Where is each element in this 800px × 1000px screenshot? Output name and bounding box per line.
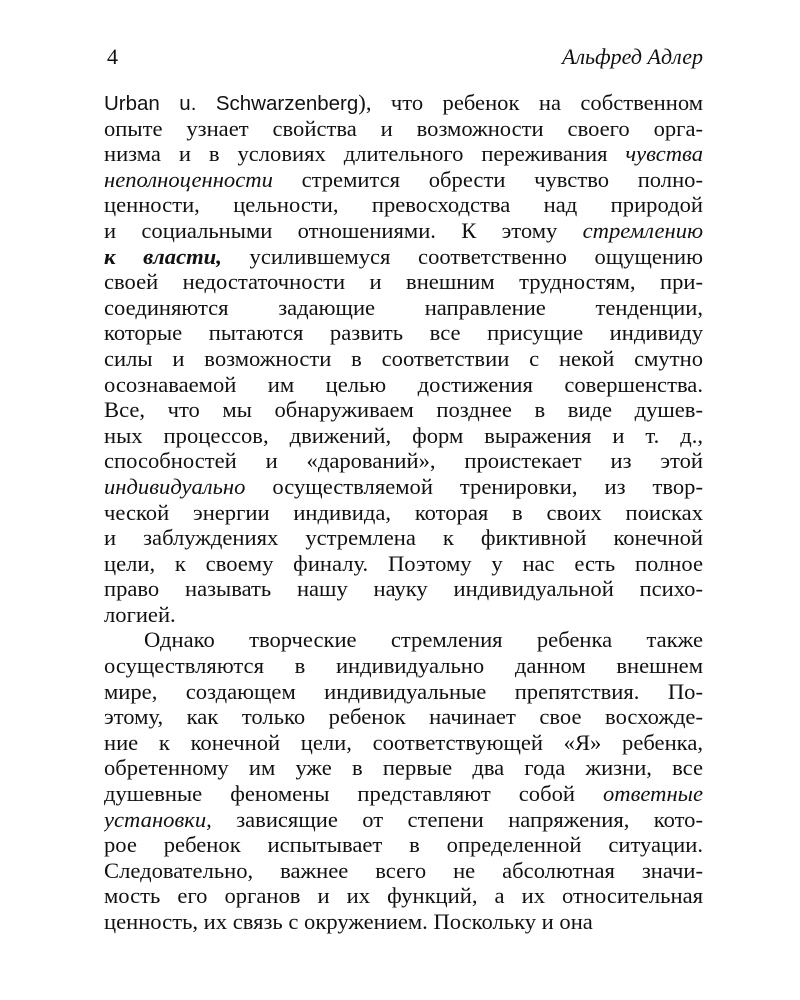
emphasis-text: установки,	[104, 806, 212, 832]
emphasis-text: стремлению	[582, 217, 703, 243]
text-line	[104, 653, 703, 679]
emphasis-text: ответные	[602, 781, 703, 807]
text-run: цели, к своему финалу. Поэтому у нас есть полное	[104, 550, 703, 576]
text-line	[104, 474, 703, 500]
text-line	[104, 730, 703, 756]
text-run: и социальными отношениями. К этому	[104, 217, 583, 243]
text-line	[104, 500, 703, 526]
text-run: ), что ребенок на собственном	[358, 90, 703, 115]
text-run: и заблуждениях устремлена к фиктивной конечной	[104, 525, 703, 551]
text-line	[104, 141, 703, 167]
text-run: способностей и «дарований», проистекает из этой	[104, 448, 703, 474]
text-run: своей недостаточности и внешним трудностям, при-	[104, 269, 703, 295]
text-run: Urban u. Schwarzenberg	[104, 92, 359, 115]
text-run: рое ребенок испытывает в определенной ситуации.	[104, 832, 703, 858]
text-run: логией.	[104, 601, 176, 627]
text-line	[104, 525, 703, 551]
text-line	[104, 192, 703, 218]
text-run: осознаваемой им целью достижения совершенства.	[104, 371, 703, 397]
text-line	[104, 704, 703, 730]
text-run: Однако творческие стремления ребенка также	[144, 627, 703, 653]
text-line	[104, 269, 703, 295]
page-header	[107, 44, 703, 70]
text-run: право называть нашу науку индивидуальной психо-	[104, 576, 703, 602]
text-line	[104, 858, 703, 884]
text-line	[104, 909, 703, 935]
text-run: ценность, их связь с окружением. Поскольку и она	[104, 909, 593, 934]
emphasis-text: неполноценности	[104, 166, 273, 192]
text-line	[104, 397, 703, 423]
text-run: силы и возможности в соответствии с некой смутно	[104, 345, 703, 371]
text-run: ных процессов, движений, форм выражения и т. д.,	[104, 422, 703, 448]
text-line	[104, 602, 703, 628]
text-run: обретенному им уже в первые два года жизни, все	[104, 755, 703, 781]
text-run: стремится обрести чувство полно-	[272, 166, 703, 192]
text-run: душевные феномены представляют собой	[104, 781, 603, 807]
text-line	[104, 320, 703, 346]
page-number: 4	[107, 44, 118, 69]
text-line	[104, 295, 703, 321]
text-line	[104, 346, 703, 372]
text-run: мире, создающем индивидуальные препятствия. По-	[104, 678, 703, 704]
body-text	[104, 90, 703, 935]
text-run: этому, как только ребенок начинает свое восхожде-	[104, 704, 703, 730]
emphasis-text: индивидуально	[104, 473, 246, 499]
text-run: Все, что мы обнаруживаем позднее в виде душев-	[104, 397, 703, 423]
text-line	[104, 90, 703, 116]
text-line	[104, 807, 703, 833]
text-run: низма и в условиях длительного переживания	[104, 141, 626, 167]
text-line	[104, 218, 703, 244]
text-line	[104, 167, 703, 193]
text-run: которые пытаются развить все присущие индивиду	[104, 320, 703, 346]
text-line	[104, 423, 703, 449]
text-line	[104, 781, 703, 807]
text-line	[104, 372, 703, 398]
emphasis-text: к власти,	[104, 243, 222, 269]
text-run: ческой энергии индивида, которая в своих поисках	[104, 499, 703, 525]
text-run: опыте узнает свойства и возможности своего орга-	[104, 115, 703, 141]
text-line	[104, 832, 703, 858]
text-run: усилившемуся соответственно ощущению	[221, 243, 703, 269]
text-run: ние к конечной цели, соответствующей «Я» ребенка,	[104, 729, 703, 755]
text-run: осуществляются в индивидуально данном внешнем	[104, 653, 703, 679]
text-run: осуществляемой тренировки, из твор-	[245, 473, 703, 499]
text-line	[104, 679, 703, 705]
text-line	[104, 883, 703, 909]
text-line	[104, 448, 703, 474]
text-run: зависящие от степени напряжения, кото-	[211, 806, 703, 832]
text-line	[104, 755, 703, 781]
text-run: соединяются задающие направление тенденции,	[104, 294, 703, 320]
text-run: ценности, цельности, превосходства над природой	[104, 192, 703, 218]
text-line	[104, 551, 703, 577]
text-line	[104, 116, 703, 142]
emphasis-text: чувства	[625, 141, 703, 167]
text-line	[104, 627, 703, 653]
text-run: Следовательно, важнее всего не абсолютная значи-	[104, 857, 703, 883]
running-title: Альфред Адлер	[562, 44, 703, 69]
text-run: мость его органов и их функций, а их относительная	[104, 883, 703, 909]
text-line	[104, 244, 703, 270]
text-line	[104, 576, 703, 602]
